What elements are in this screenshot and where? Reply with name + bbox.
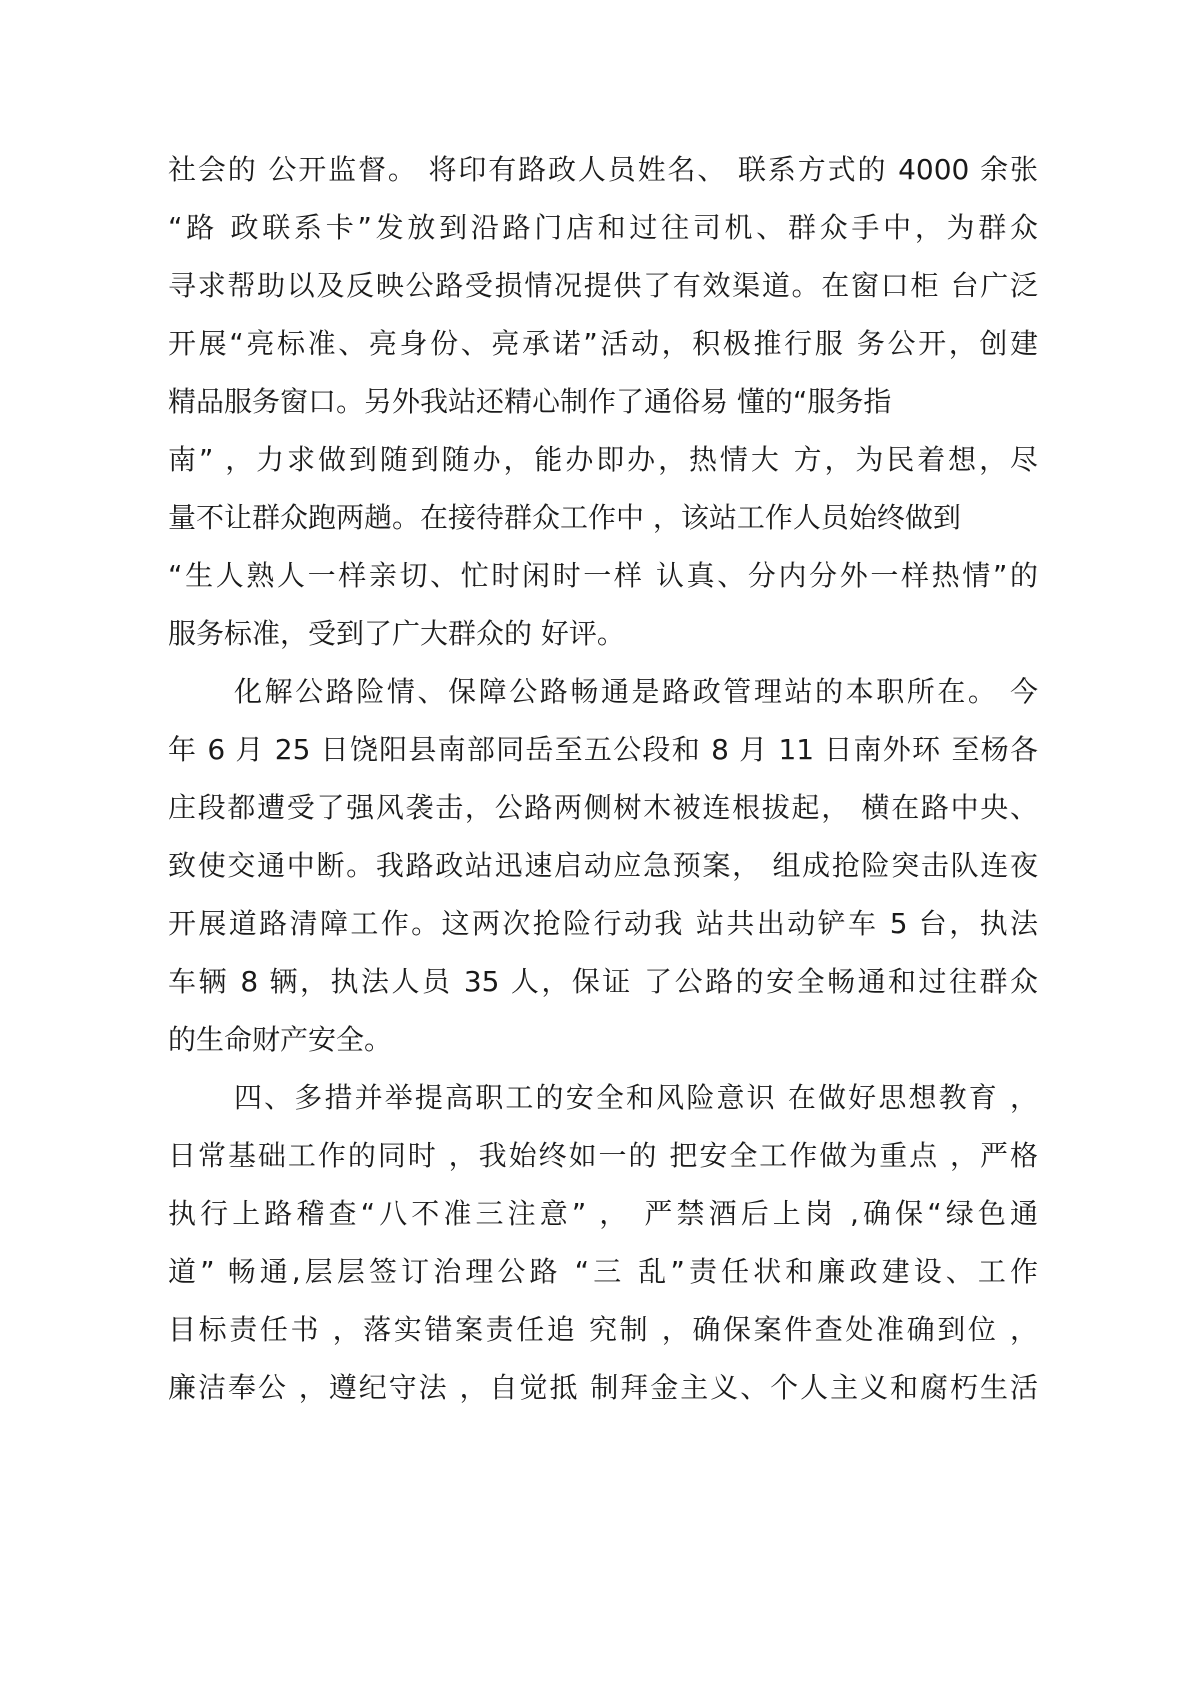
text-line: 社会的 公开监督。 将印有路政人员姓名、 联系方式的 4000 余张 [168,153,1038,186]
text-line: 廉洁奉公 ，遵纪守法 ，自觉抵 制拜金主义、个人主义和腐朽生活 [168,1371,1038,1404]
text-line: 道” 畅通,层层签订治理公路 “三 乱”责任状和廉政建设、工作 [168,1255,1038,1288]
text-line: 寻求帮助以及反映公路受损情况提供了有效渠道。在窗口柜 台广泛 [168,269,1038,302]
text-line: 致使交通中断。我路政站迅速启动应急预案， 组成抢险突击队连夜 [168,849,1038,882]
text-line: 开展“亮标准、亮身份、亮承诺”活动，积极推行服 务公开，创建 [168,327,1038,360]
text-line: 开展道路清障工作。这两次抢险行动我 站共出动铲车 5 台，执法 [168,907,1038,940]
text-line: 量不让群众跑两趟。在接待群众工作中 ，该站工作人员始终做到 [168,501,961,534]
text-line: 南” ，力求做到随到随办，能办即办，热情大 方，为民着想，尽 [168,443,1038,476]
section-heading-line: 四、多措并举提高职工的安全和风险意识 在做好思想教育 ， [234,1081,1038,1114]
text-line: 目标责任书 ，落实错案责任追 究制 ，确保案件查处准确到位 ， [168,1313,1038,1346]
text-line: 执行上路稽查“八不准三注意” ， 严禁酒后上岗 ,确保“绿色通 [168,1197,1038,1230]
text-line: 的生命财产安全。 [168,1023,393,1056]
text-line: 庄段都遭受了强风袭击，公路两侧树木被连根拔起， 横在路中央、 [168,791,1038,824]
text-line: 日常基础工作的同时 ，我始终如一的 把安全工作做为重点 ，严格 [168,1139,1038,1172]
text-line: “生人熟人一样亲切、忙时闲时一样 认真、分内分外一样热情”的 [168,559,1038,592]
text-line: 车辆 8 辆，执法人员 35 人，保证 了公路的安全畅通和过往群众 [168,965,1038,998]
text-line: 年 6 月 25 日饶阳县南部同岳至五公段和 8 月 11 日南外环 至杨各 [168,733,1038,766]
text-line: 精品服务窗口。另外我站还精心制作了通俗易 懂的“服务指 [168,385,892,418]
text-line: “路 政联系卡”发放到沿路门店和过往司机、群众手中，为群众 [168,211,1038,244]
paragraph-first-line: 化解公路险情、保障公路畅通是路政管理站的本职所在。 今 [234,675,1038,708]
text-line: 服务标准，受到了广大群众的 好评。 [168,617,625,650]
